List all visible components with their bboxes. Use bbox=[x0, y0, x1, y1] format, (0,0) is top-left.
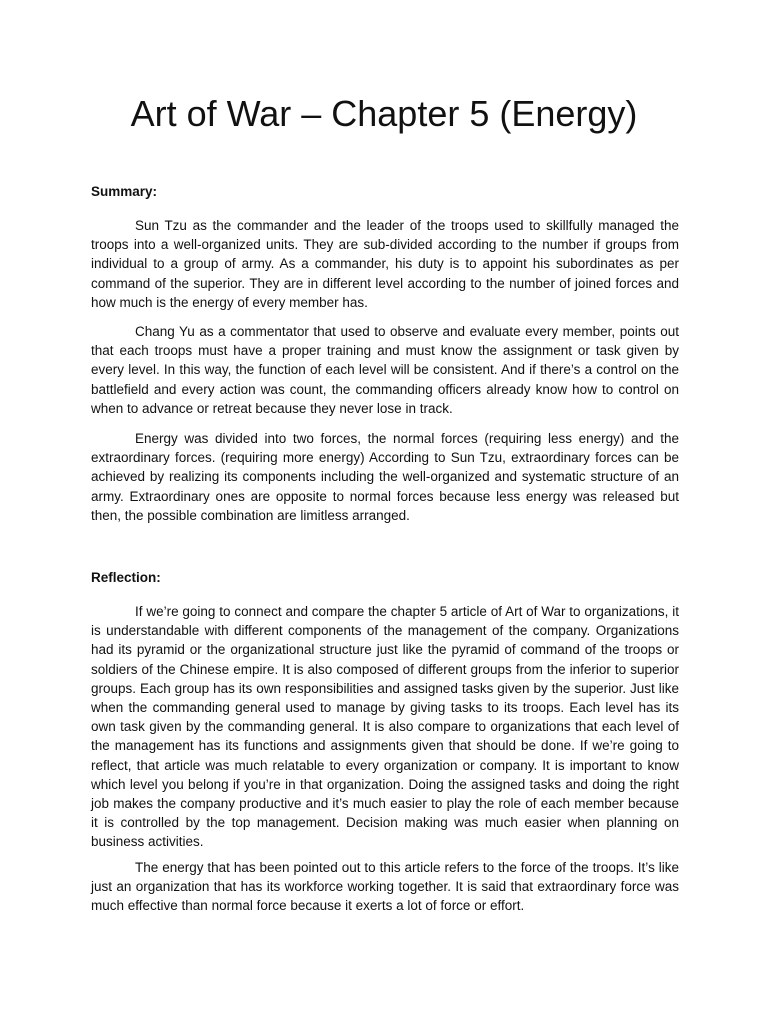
reflection-paragraph-2: The energy that has been pointed out to this article refers to the force of the troops. It’s like just an organization that has its workforce working together. It is said that extraordinary force was much effective than normal force because it exerts a lot of force or effort. bbox=[91, 860, 679, 914]
reflection-heading: Reflection: bbox=[91, 570, 161, 585]
document-title: Art of War – Chapter 5 (Energy) bbox=[130, 93, 638, 134]
summary-paragraph-3: Energy was divided into two forces, the normal forces (requiring less energy) and the extraordinary forces. (requiring more energy) According to Sun Tzu, extraordinary forces can be achieved by realizing its components including the well-organized and systematic structure of an army. Extraordinary ones are opposite to normal forces because less energy was released but then, the possible combination are limitless arranged. bbox=[91, 431, 679, 523]
summary-heading: Summary: bbox=[91, 184, 158, 199]
summary-paragraph-2: Chang Yu as a commentator that used to observe and evaluate every member, points out that each troops must have a proper training and must know the assignment or task given by every level. In this way, the function of each level will be consistent. And if there’s a control on the battlefield and every action was count, the commanding officers already know how to control on when to advance or retreat because they never lose in track. bbox=[91, 324, 679, 416]
reflection-paragraph-1: If we’re going to connect and compare the chapter 5 article of Art of War to organizations, it is understandable with different components of the management of the company. Organizations had its pyramid or the organizational structure just like the pyramid of command of the troops or soldiers of the Chinese empire. It is also composed of different groups from the inferior to superior groups. Each group has its own responsibilities and assigned tasks given by the superior. Just like when the commanding general used to manage by giving tasks to its troops. Each level has its own task given by the commanding general. It is also compare to organizations that each level of the management has its functions and assignments given that should be done. If we’re going to reflect, that article was much relatable to every organization or company. It is important to know which level you belong if you’re in that organization. Doing the assigned tasks and doing the right job makes the company productive and it’s much easier to play the role of each member because it is controlled by the top management. Decision making was much easier when planning on business activities. bbox=[91, 604, 679, 850]
summary-paragraph-1: Sun Tzu as the commander and the leader of the troops used to skillfully managed the troops into a well-organized units. They are sub-divided according to the number if groups from individual to a group of army. As a commander, his duty is to appoint his subordinates as per command of the superior. They are in different level according to the number of joined forces and how much is the energy of every member has. bbox=[91, 218, 679, 310]
